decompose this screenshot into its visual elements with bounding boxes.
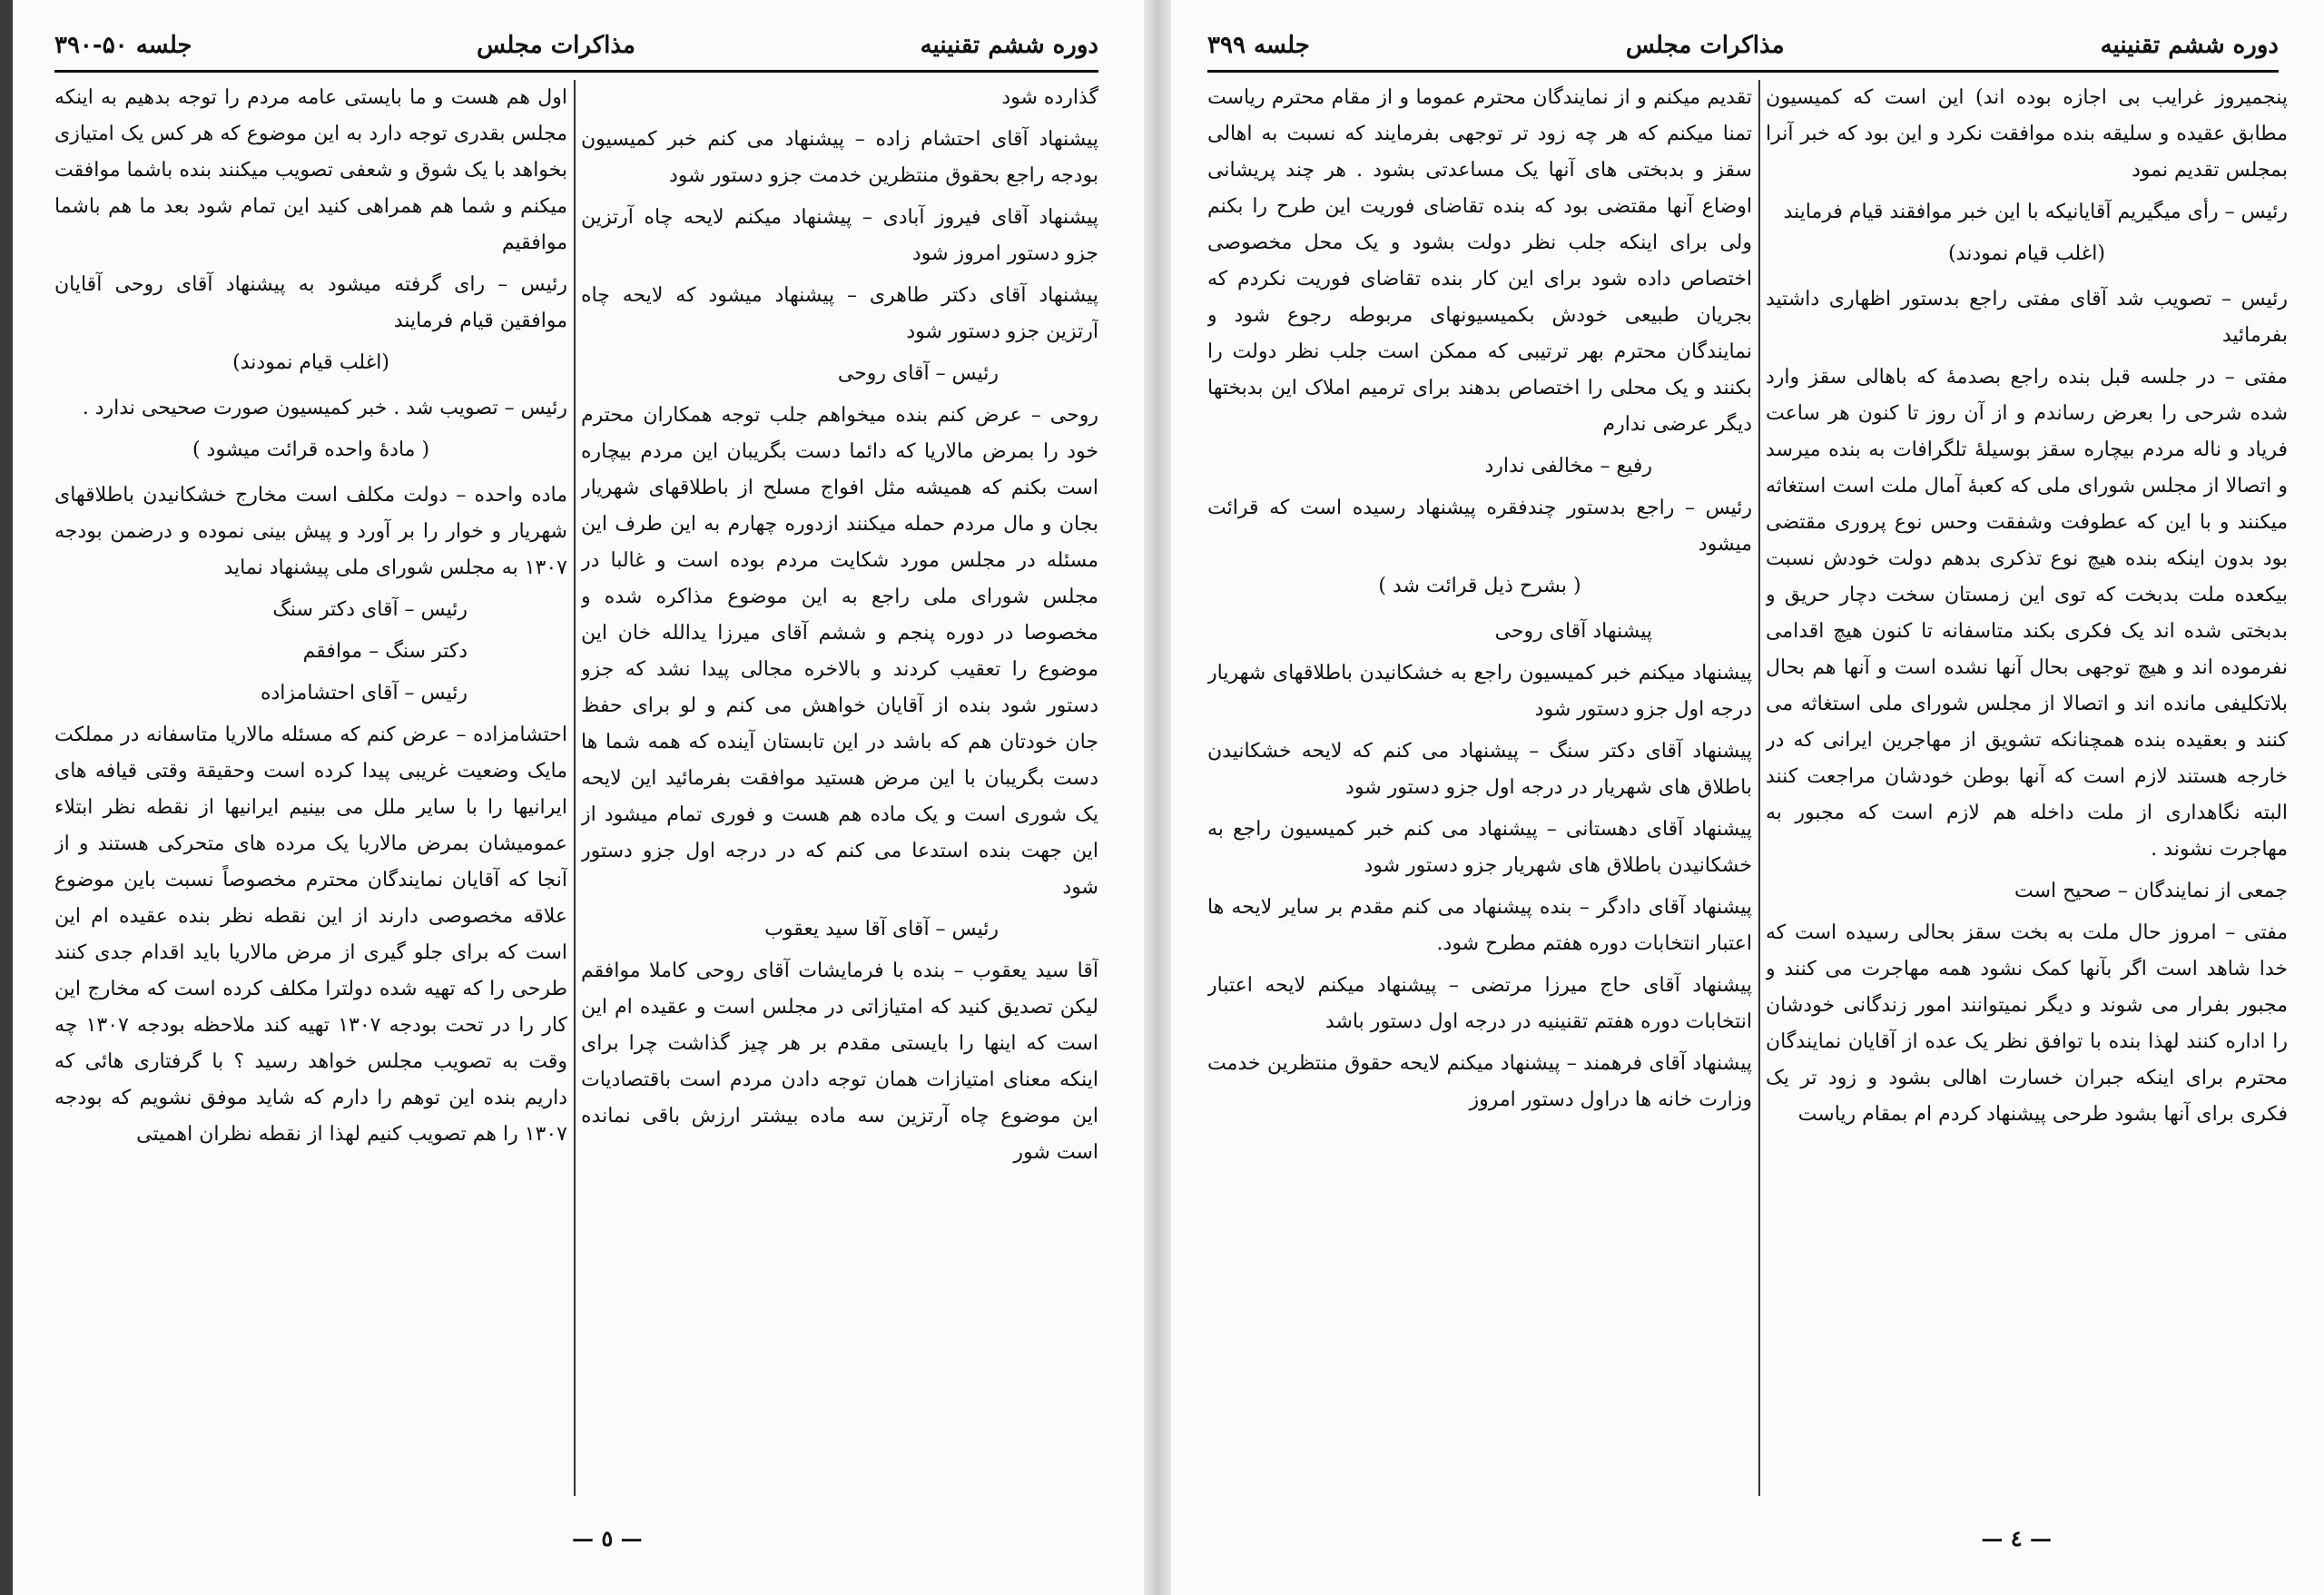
speaker-line: رئیس – آقای روحی [837, 362, 999, 385]
paragraph: مفتی – امروز حال ملت به بخت سقز بحالی رسیده است که خدا شاهد است اگر بآنها کمک نشود همه مهاجرت می کنند و مجبور بفرار می شوند و دیگر نمیتوانند امور زندگانی خودشان را اداره کنند لهذا بنده با توافق نظر یک عده از آقایان نمایندگان محترم برای اینکه جبران خسارت اهالی بشود و زود تر یک فکری برای آنها بشود طرحی پیشنهاد کردم ام بمقام ریاست [1766, 921, 2288, 1126]
paragraph: رئیس – رأی میگیریم آقایانیکه با این خبر موافقند قیام فرمایند [1783, 201, 2288, 223]
paragraph: احتشامزاده – عرض کنم که مسئله مالاریا متاسفانه در مملکت مایک وضعیت غریبی پیدا کرده است وحقیقة وقتی قیافه های ایرانیها را با سایر ملل می بینیم ایرانیها از نقطه نظر ابتلاء عمومیشان بمرض مالاریا یک مرده های متحرکی هستند و از آنجا که آقایان نمایندگان محترم مخصوصاً نسبت باین موضوع علاقه مخصوصی دارند از این نقطه نظر بنده عقیده ام این است که برای جلو گیری از مرض مالاریا باید اقدام جدی کنند طرحی را که تهیه شده دولترا مکلف کرده است که مخارج این کار را در تحت بودجه ۱۳۰۷ تهیه کند ملاحظه بودجه ۱۳۰۷ چه وقت به تصویب مجلس خواهد رسید ؟ با گرفتاری هائی که داریم بنده این توهم را دارم که شاید موفق نشویم که بودجه ۱۳۰۷ را هم تصویب کنیم لهذا از نقطه نظران اهمیتی [54, 724, 567, 1146]
paragraph: رئیس – تصویب شد آقای مفتی راجع بدستور اظهاری داشتید بفرمائید [1766, 288, 2288, 347]
book-gutter [1144, 0, 1171, 1595]
header-rule [54, 70, 1098, 73]
header-rule [1207, 70, 2279, 73]
left-page [0, 0, 1144, 1595]
speaker-line: رئیس – آقای آقا سید یعقوب [764, 918, 999, 940]
paragraph: آقا سید یعقوب – بنده با فرمایشات آقای روحی کاملا موافقم لیکن تصدیق کنید که امتیازاتی در مجلس است و عقیده ام این است که اینها را بایستی مقدم بر هر چیز گذاشت چرا برای اینکه معنای امتیازات همان توجه دادن مردم است باقتصادیات این موضوع چاه آرتزین سه ماده بیشتر ارزش باقی نمانده است شور [581, 960, 1098, 1164]
paragraph: پیشنهاد میکنم خبر کمیسیون راجع به خشکانیدن باطلاقهای شهریار درجه اول جزو دستور شود [1207, 662, 1752, 721]
left-page-right-column [581, 80, 1098, 1496]
motion-heading: پیشنهاد آقای روحی [1494, 620, 1652, 643]
paragraph: پیشنهاد آقای احتشام زاده – پیشنهاد می کنم خبر کمیسیون بودجه راجع بحقوق منتظرین خدمت جزو دستور شود [581, 128, 1098, 187]
left-page-header [54, 27, 1098, 64]
paragraph: پیشنهاد آقای حاج میرزا مرتضی – پیشنهاد میکنم لایحه اعتبار انتخابات دوره هفتم تقنینیه در درجه اول دستور باشد [1207, 974, 1752, 1033]
column-divider [1758, 80, 1760, 1496]
paragraph: ماده واحده – دولت مکلف است مخارج خشکانیدن باطلاقهای شهریار و خوار را بر آورد و پیش بینی نموده و درضمن بودجه ۱۳۰۷ به مجلس شورای ملی پیشنهاد نماید [54, 484, 567, 579]
right-page-left-column [1207, 80, 1752, 1496]
right-page-header [1207, 27, 2279, 64]
header-session-number: جلسه ۳۹۹ [1207, 32, 1310, 59]
paragraph: گذارده شود [1001, 86, 1098, 109]
stage-direction: (اغلب قیام نمودند) [232, 351, 389, 374]
header-publication-title: مذاکرات مجلس [477, 32, 635, 59]
speaker-line: رفیع – مخالفی ندارد [1484, 455, 1652, 478]
header-publication-title: مذاکرات مجلس [1625, 32, 1785, 59]
paragraph: رئیس – راجع بدستور چندفقره پیشنهاد رسیده است که قرائت میشود [1207, 497, 1752, 556]
speaker-line: رئیس – آقای دکتر سنگ [272, 598, 468, 621]
column-divider [574, 80, 576, 1496]
paragraph: پیشنهاد آقای دکتر سنگ – پیشنهاد می کنم که لایحه خشکانیدن باطلاق های شهریار در درجه اول جزو دستور شود [1207, 740, 1752, 799]
paragraph: رئیس – تصویب شد . خبر کمیسیون صورت صحیحی ندارد . [82, 397, 567, 419]
paragraph: پیشنهاد آقای فیروز آبادی – پیشنهاد میکنم لایحه چاه آرتزین جزو دستور امروز شود [581, 206, 1098, 265]
paragraph: رئیس – رای گرفته میشود به پیشنهاد آقای روحی آقایان موافقین قیام فرمایند [54, 273, 567, 332]
left-page-left-column [54, 80, 567, 1496]
paragraph: پنجمیروز غرایب بی اجازه بوده اند) این است که کمیسیون مطابق عقیده و سلیقه بنده موافقت نکرد و این بود که خبر آنرا بمجلس تقدیم نمود [1766, 86, 2288, 182]
header-session-title: دوره ششم تقنینیه [2100, 32, 2279, 59]
page-number: — ٤ — [1981, 1525, 2052, 1551]
paragraph: پیشنهاد آقای دهستانی – پیشنهاد می کنم خبر کمیسیون راجع به خشکانیدن باطلاق های شهریار جزو دستور شود [1207, 818, 1752, 877]
paragraph: پیشنهاد آقای دادگر – بنده پیشنهاد می کنم مقدم بر سایر لایحه ها اعتبار انتخابات دوره هفتم مطرح شود. [1207, 896, 1752, 955]
stage-direction: (اغلب قیام نمودند) [1948, 242, 2105, 265]
paragraph: اول هم هست و ما بایستی عامه مردم را توجه بدهیم به اینکه مجلس بقدری توجه دارد به این موضوع که هر کس یک امتیازی بخواهد با یک شوق و شعفی تصویب میکنند بنده باشما موافقت میکنم و شما هم همراهی کنید این تمام شود بعد ما هم باشما موافقیم [54, 86, 567, 254]
stage-direction: ( مادهٔ واحده قرائت میشود ) [192, 438, 430, 461]
paragraph: جمعی از نمایندگان – صحیح است [2014, 880, 2288, 902]
paragraph: پیشنهاد آقای فرهمند – پیشنهاد میکنم لایحه حقوق منتظرین خدمت وزارت خانه ها دراول دستور امروز [1207, 1052, 1752, 1111]
paragraph: روحی – عرض کنم بنده میخواهم جلب توجه همکاران محترم خود را بمرض مالاریا که دائما دست بگریبان این مردم بیچاره است بکنم که همیشه مثل افواج مسلح از باطلاقهای شهریار بجان و مال مردم حمله میکنند ازدوره چهارم به این طرف این مسئله در مجلس مورد شکایت مردم بوده است و غالبا در مجلس شورای ملی راجع به این موضوع مذاکره شده و مخصوصا در دوره پنجم و ششم آقای میرزا یدالله خان این موضوع را تعقیب کردند و بالاخره مجالی پیدا نشد که جزو دستور شود بنده از آقایان خواهش می کنم و لو برای حفظ جان خودتان هم که باشد در این تابستان آینده که همه شما ها دست بگریبان با این مرض هستید موافقت بفرمائید این لایحه یک شوری است و یک ماده هم هست و فوری تمام میشود از این جهت بنده استدعا می کنم که در درجه اول جزو دستور شود [581, 404, 1098, 899]
right-page-right-column [1766, 80, 2288, 1496]
page-edge-shadow [0, 0, 13, 1595]
header-session-title: دوره ششم تقنینیه [920, 32, 1098, 59]
paragraph: مفتی – در جلسه قبل بنده راجع بصدمهٔ که باهالی سقز وارد شده شرحی را بعرض رساندم و از آن روز تا کنون هر ساعت فریاد و ناله مردم بیچاره سقز بوسیلهٔ تلگرافات به بنده میرسد و اتصالا از مجلس شورای ملی که کعبهٔ آمال ملت است استغاثه میکنند و با این که عطوفت وشفقت وحس نوع پروری مقتضی بود بدون اینکه بنده هیچ نوع تذکری بدهم دولت خودش نسبت بیکعده ملت بدبخت که توی این زمستان سخت دچار حریق و بدبختی شده اند یک فکری بکند متاسفانه تا کنون هیچ اقدامی نفرموده اند و هیچ توجهی بحال آنها نشده است و آنها هم بحال بلاتکلیفی مانده اند و اتصالا از مجلس شورای ملی استغاثه می کنند و بعقیده بنده همچنانکه تشویق از مهاجرین ایرانی که در خارجه هستند لازم است که آنها بوطن خودشان مراجعت کنند البته نگاهداری از ملت داخله هم لازم است که مجبور به مهاجرت نشوند . [1766, 366, 2288, 861]
speaker-line: دکتر سنگ – موافقم [302, 640, 468, 663]
paragraph: تقدیم میکنم و از نمایندگان محترم عموما و از مقام محترم ریاست تمنا میکنم که هر چه زود تر توجهی بفرمایند که نسبت به اهالی سقز و بدبختی های آنها یک مساعدتی بشود . هر چند پریشانی اوضاع آنها مقتضی بود که بنده تقاضای فوریت این طرح را بکنم ولی برای اینکه جلب نظر دولت بشود و یک محل مخصوصی اختصاص داده شود برای این کار بنده تقاضای فوریت نکردم که بجریان طبیعی خودش بکمیسیونهای مربوطه رجوع شود و نمایندگان محترم بهر ترتیبی که ممکن است جلب نظر دولت را بکنند و یک محلی را اختصاص بدهند برای ترمیم املاک این بدبختها دیگر عرضی ندارم [1207, 86, 1752, 436]
stage-direction: ( بشرح ذیل قرائت شد ) [1378, 575, 1581, 597]
page-number: — ٥ — [572, 1525, 643, 1551]
speaker-line: رئیس – آقای احتشامزاده [260, 682, 468, 704]
header-session-number: جلسه ۵۰-۳۹۰ [54, 32, 192, 59]
right-page [1171, 0, 2324, 1595]
paragraph: پیشنهاد آقای دکتر طاهری – پیشنهاد میشود که لایحه چاه آرتزین جزو دستور شود [581, 284, 1098, 343]
